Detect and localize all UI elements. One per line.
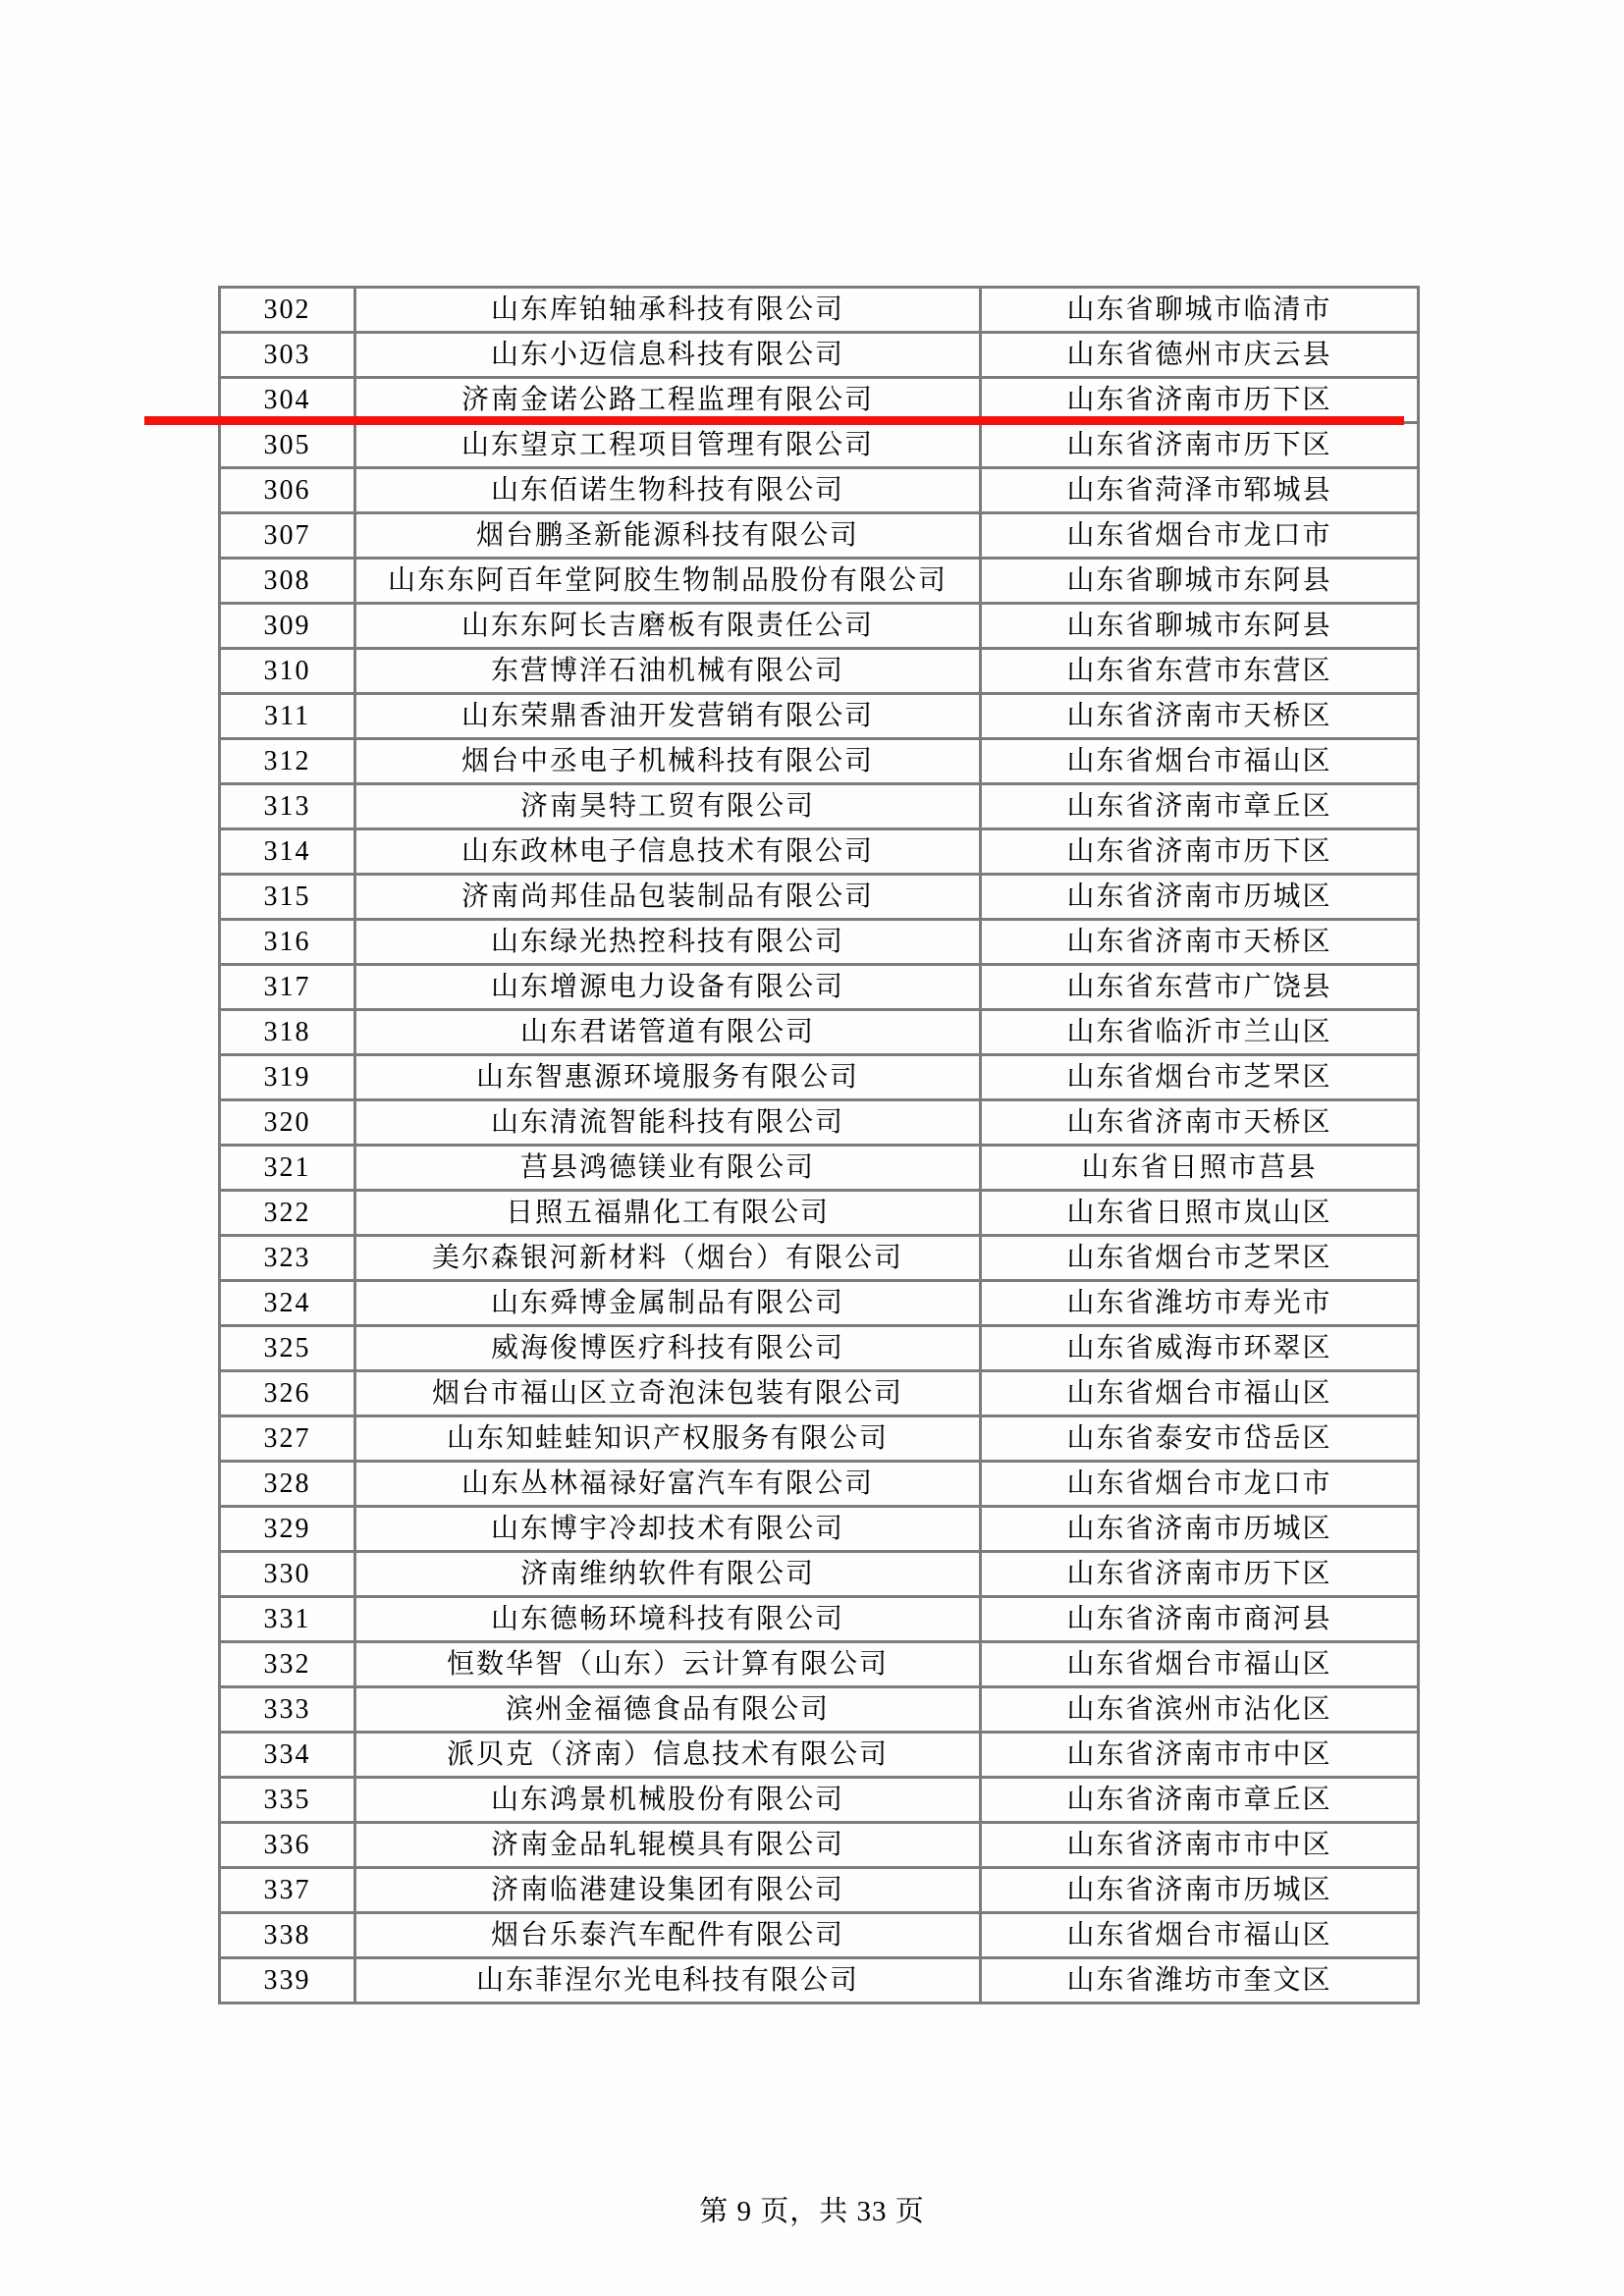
company-name-cell: 莒县鸿德镁业有限公司 bbox=[355, 1146, 981, 1191]
company-table bbox=[218, 286, 1420, 2004]
row-number-cell: 336 bbox=[220, 1823, 355, 1868]
row-number-cell: 328 bbox=[220, 1462, 355, 1507]
row-number-cell: 339 bbox=[220, 1958, 355, 2003]
row-number-cell: 320 bbox=[220, 1100, 355, 1146]
table-row bbox=[220, 649, 1419, 694]
location-cell: 山东省泰安市岱岳区 bbox=[981, 1416, 1419, 1462]
row-number-cell: 309 bbox=[220, 604, 355, 649]
company-name-cell: 山东知蛙蛙知识产权服务有限公司 bbox=[355, 1416, 981, 1462]
table-row bbox=[220, 1236, 1419, 1281]
row-number-cell: 337 bbox=[220, 1868, 355, 1913]
location-cell: 山东省临沂市兰山区 bbox=[981, 1010, 1419, 1055]
company-table-body bbox=[220, 288, 1419, 2003]
location-cell: 山东省烟台市福山区 bbox=[981, 1371, 1419, 1416]
company-name-cell: 山东智惠源环境服务有限公司 bbox=[355, 1055, 981, 1100]
table-row bbox=[220, 1462, 1419, 1507]
location-cell: 山东省济南市历下区 bbox=[981, 423, 1419, 468]
location-cell: 山东省济南市历城区 bbox=[981, 875, 1419, 920]
company-name-cell: 济南昊特工贸有限公司 bbox=[355, 784, 981, 829]
row-number-cell: 308 bbox=[220, 559, 355, 604]
company-name-cell: 山东望京工程项目管理有限公司 bbox=[355, 423, 981, 468]
company-name-cell: 威海俊博医疗科技有限公司 bbox=[355, 1326, 981, 1371]
table-row bbox=[220, 1010, 1419, 1055]
row-number-cell: 303 bbox=[220, 333, 355, 378]
table-row bbox=[220, 739, 1419, 784]
row-number-cell: 334 bbox=[220, 1733, 355, 1778]
row-number-cell: 310 bbox=[220, 649, 355, 694]
table-row bbox=[220, 1823, 1419, 1868]
row-number-cell: 313 bbox=[220, 784, 355, 829]
location-cell: 山东省烟台市龙口市 bbox=[981, 513, 1419, 559]
row-number-cell: 307 bbox=[220, 513, 355, 559]
company-name-cell: 东营博洋石油机械有限公司 bbox=[355, 649, 981, 694]
location-cell: 山东省济南市历下区 bbox=[981, 829, 1419, 875]
row-number-cell: 326 bbox=[220, 1371, 355, 1416]
company-name-cell: 山东德畅环境科技有限公司 bbox=[355, 1597, 981, 1642]
company-name-cell: 烟台市福山区立奇泡沫包装有限公司 bbox=[355, 1371, 981, 1416]
row-number-cell: 330 bbox=[220, 1552, 355, 1597]
table-row bbox=[220, 333, 1419, 378]
table-row bbox=[220, 1100, 1419, 1146]
row-number-cell: 316 bbox=[220, 920, 355, 965]
row-number-cell: 335 bbox=[220, 1778, 355, 1823]
table-row bbox=[220, 423, 1419, 468]
company-name-cell: 山东东阿长吉磨板有限责任公司 bbox=[355, 604, 981, 649]
row-number-cell: 324 bbox=[220, 1281, 355, 1326]
row-number-cell: 323 bbox=[220, 1236, 355, 1281]
company-name-cell: 山东政林电子信息技术有限公司 bbox=[355, 829, 981, 875]
location-cell: 山东省济南市历下区 bbox=[981, 1552, 1419, 1597]
company-name-cell: 山东君诺管道有限公司 bbox=[355, 1010, 981, 1055]
row-number-cell: 302 bbox=[220, 288, 355, 333]
page-number-footer: 第 9 页，共 33 页 bbox=[699, 2196, 925, 2227]
table-row bbox=[220, 829, 1419, 875]
location-cell: 山东省济南市市中区 bbox=[981, 1823, 1419, 1868]
company-name-cell: 山东小迈信息科技有限公司 bbox=[355, 333, 981, 378]
row-number-cell: 327 bbox=[220, 1416, 355, 1462]
company-name-cell: 烟台鹏圣新能源科技有限公司 bbox=[355, 513, 981, 559]
table-row bbox=[220, 1913, 1419, 1958]
company-name-cell: 济南金品轧辊模具有限公司 bbox=[355, 1823, 981, 1868]
location-cell: 山东省济南市章丘区 bbox=[981, 784, 1419, 829]
row-number-cell: 317 bbox=[220, 965, 355, 1010]
table-row bbox=[220, 1597, 1419, 1642]
row-number-cell: 311 bbox=[220, 694, 355, 739]
location-cell: 山东省日照市岚山区 bbox=[981, 1191, 1419, 1236]
company-name-cell: 派贝克（济南）信息技术有限公司 bbox=[355, 1733, 981, 1778]
company-name-cell: 山东丛林福禄好富汽车有限公司 bbox=[355, 1462, 981, 1507]
table-row bbox=[220, 1371, 1419, 1416]
location-cell: 山东省济南市商河县 bbox=[981, 1597, 1419, 1642]
table-row bbox=[220, 965, 1419, 1010]
table-row bbox=[220, 1416, 1419, 1462]
table-row bbox=[220, 1146, 1419, 1191]
location-cell: 山东省烟台市芝罘区 bbox=[981, 1236, 1419, 1281]
company-name-cell: 山东舜博金属制品有限公司 bbox=[355, 1281, 981, 1326]
location-cell: 山东省济南市天桥区 bbox=[981, 1100, 1419, 1146]
company-name-cell: 烟台中丞电子机械科技有限公司 bbox=[355, 739, 981, 784]
row-number-cell: 319 bbox=[220, 1055, 355, 1100]
table-row bbox=[220, 1507, 1419, 1552]
location-cell: 山东省滨州市沾化区 bbox=[981, 1687, 1419, 1733]
table-row bbox=[220, 1281, 1419, 1326]
row-number-cell: 304 bbox=[220, 378, 355, 423]
location-cell: 山东省德州市庆云县 bbox=[981, 333, 1419, 378]
table-row bbox=[220, 694, 1419, 739]
company-name-cell: 山东鸿景机械股份有限公司 bbox=[355, 1778, 981, 1823]
company-name-cell: 济南临港建设集团有限公司 bbox=[355, 1868, 981, 1913]
location-cell: 山东省威海市环翠区 bbox=[981, 1326, 1419, 1371]
row-number-cell: 333 bbox=[220, 1687, 355, 1733]
table-row bbox=[220, 1326, 1419, 1371]
table-row bbox=[220, 604, 1419, 649]
row-number-cell: 331 bbox=[220, 1597, 355, 1642]
location-cell: 山东省济南市天桥区 bbox=[981, 694, 1419, 739]
location-cell: 山东省菏泽市郓城县 bbox=[981, 468, 1419, 513]
company-name-cell: 山东增源电力设备有限公司 bbox=[355, 965, 981, 1010]
location-cell: 山东省烟台市芝罘区 bbox=[981, 1055, 1419, 1100]
location-cell: 山东省聊城市临清市 bbox=[981, 288, 1419, 333]
location-cell: 山东省东营市广饶县 bbox=[981, 965, 1419, 1010]
company-name-cell: 济南金诺公路工程监理有限公司 bbox=[355, 378, 981, 423]
company-name-cell: 山东荣鼎香油开发营销有限公司 bbox=[355, 694, 981, 739]
table-row bbox=[220, 288, 1419, 333]
location-cell: 山东省济南市市中区 bbox=[981, 1733, 1419, 1778]
row-number-cell: 321 bbox=[220, 1146, 355, 1191]
table-row bbox=[220, 468, 1419, 513]
location-cell: 山东省聊城市东阿县 bbox=[981, 604, 1419, 649]
location-cell: 山东省东营市东营区 bbox=[981, 649, 1419, 694]
location-cell: 山东省济南市历城区 bbox=[981, 1868, 1419, 1913]
table-row bbox=[220, 1687, 1419, 1733]
location-cell: 山东省日照市莒县 bbox=[981, 1146, 1419, 1191]
company-name-cell: 山东库铂轴承科技有限公司 bbox=[355, 288, 981, 333]
table-row bbox=[220, 1778, 1419, 1823]
table-row bbox=[220, 1055, 1419, 1100]
company-name-cell: 美尔森银河新材料（烟台）有限公司 bbox=[355, 1236, 981, 1281]
company-name-cell: 山东博宇冷却技术有限公司 bbox=[355, 1507, 981, 1552]
location-cell: 山东省烟台市福山区 bbox=[981, 1913, 1419, 1958]
row-number-cell: 332 bbox=[220, 1642, 355, 1687]
location-cell: 山东省济南市章丘区 bbox=[981, 1778, 1419, 1823]
row-number-cell: 305 bbox=[220, 423, 355, 468]
row-number-cell: 318 bbox=[220, 1010, 355, 1055]
company-name-cell: 山东绿光热控科技有限公司 bbox=[355, 920, 981, 965]
company-name-cell: 滨州金福德食品有限公司 bbox=[355, 1687, 981, 1733]
row-number-cell: 315 bbox=[220, 875, 355, 920]
red-underline-annotation bbox=[144, 416, 1404, 425]
row-number-cell: 329 bbox=[220, 1507, 355, 1552]
company-name-cell: 日照五福鼎化工有限公司 bbox=[355, 1191, 981, 1236]
location-cell: 山东省济南市天桥区 bbox=[981, 920, 1419, 965]
company-name-cell: 山东东阿百年堂阿胶生物制品股份有限公司 bbox=[355, 559, 981, 604]
company-name-cell: 济南尚邦佳品包装制品有限公司 bbox=[355, 875, 981, 920]
table-row bbox=[220, 1642, 1419, 1687]
table-row bbox=[220, 784, 1419, 829]
table-row bbox=[220, 875, 1419, 920]
row-number-cell: 322 bbox=[220, 1191, 355, 1236]
table-row bbox=[220, 920, 1419, 965]
location-cell: 山东省潍坊市奎文区 bbox=[981, 1958, 1419, 2003]
location-cell: 山东省烟台市福山区 bbox=[981, 1642, 1419, 1687]
location-cell: 山东省济南市历下区 bbox=[981, 378, 1419, 423]
table-row bbox=[220, 1868, 1419, 1913]
row-number-cell: 314 bbox=[220, 829, 355, 875]
row-number-cell: 306 bbox=[220, 468, 355, 513]
table-row bbox=[220, 513, 1419, 559]
company-name-cell: 山东菲涅尔光电科技有限公司 bbox=[355, 1958, 981, 2003]
row-number-cell: 312 bbox=[220, 739, 355, 784]
location-cell: 山东省烟台市龙口市 bbox=[981, 1462, 1419, 1507]
location-cell: 山东省烟台市福山区 bbox=[981, 739, 1419, 784]
row-number-cell: 325 bbox=[220, 1326, 355, 1371]
table-row bbox=[220, 1958, 1419, 2003]
location-cell: 山东省济南市历城区 bbox=[981, 1507, 1419, 1552]
table-row bbox=[220, 559, 1419, 604]
table-row bbox=[220, 1191, 1419, 1236]
company-name-cell: 山东佰诺生物科技有限公司 bbox=[355, 468, 981, 513]
location-cell: 山东省潍坊市寿光市 bbox=[981, 1281, 1419, 1326]
table-row bbox=[220, 1733, 1419, 1778]
location-cell: 山东省聊城市东阿县 bbox=[981, 559, 1419, 604]
company-name-cell: 烟台乐泰汽车配件有限公司 bbox=[355, 1913, 981, 1958]
company-name-cell: 恒数华智（山东）云计算有限公司 bbox=[355, 1642, 981, 1687]
company-name-cell: 山东清流智能科技有限公司 bbox=[355, 1100, 981, 1146]
company-name-cell: 济南维纳软件有限公司 bbox=[355, 1552, 981, 1597]
table-row bbox=[220, 1552, 1419, 1597]
row-number-cell: 338 bbox=[220, 1913, 355, 1958]
